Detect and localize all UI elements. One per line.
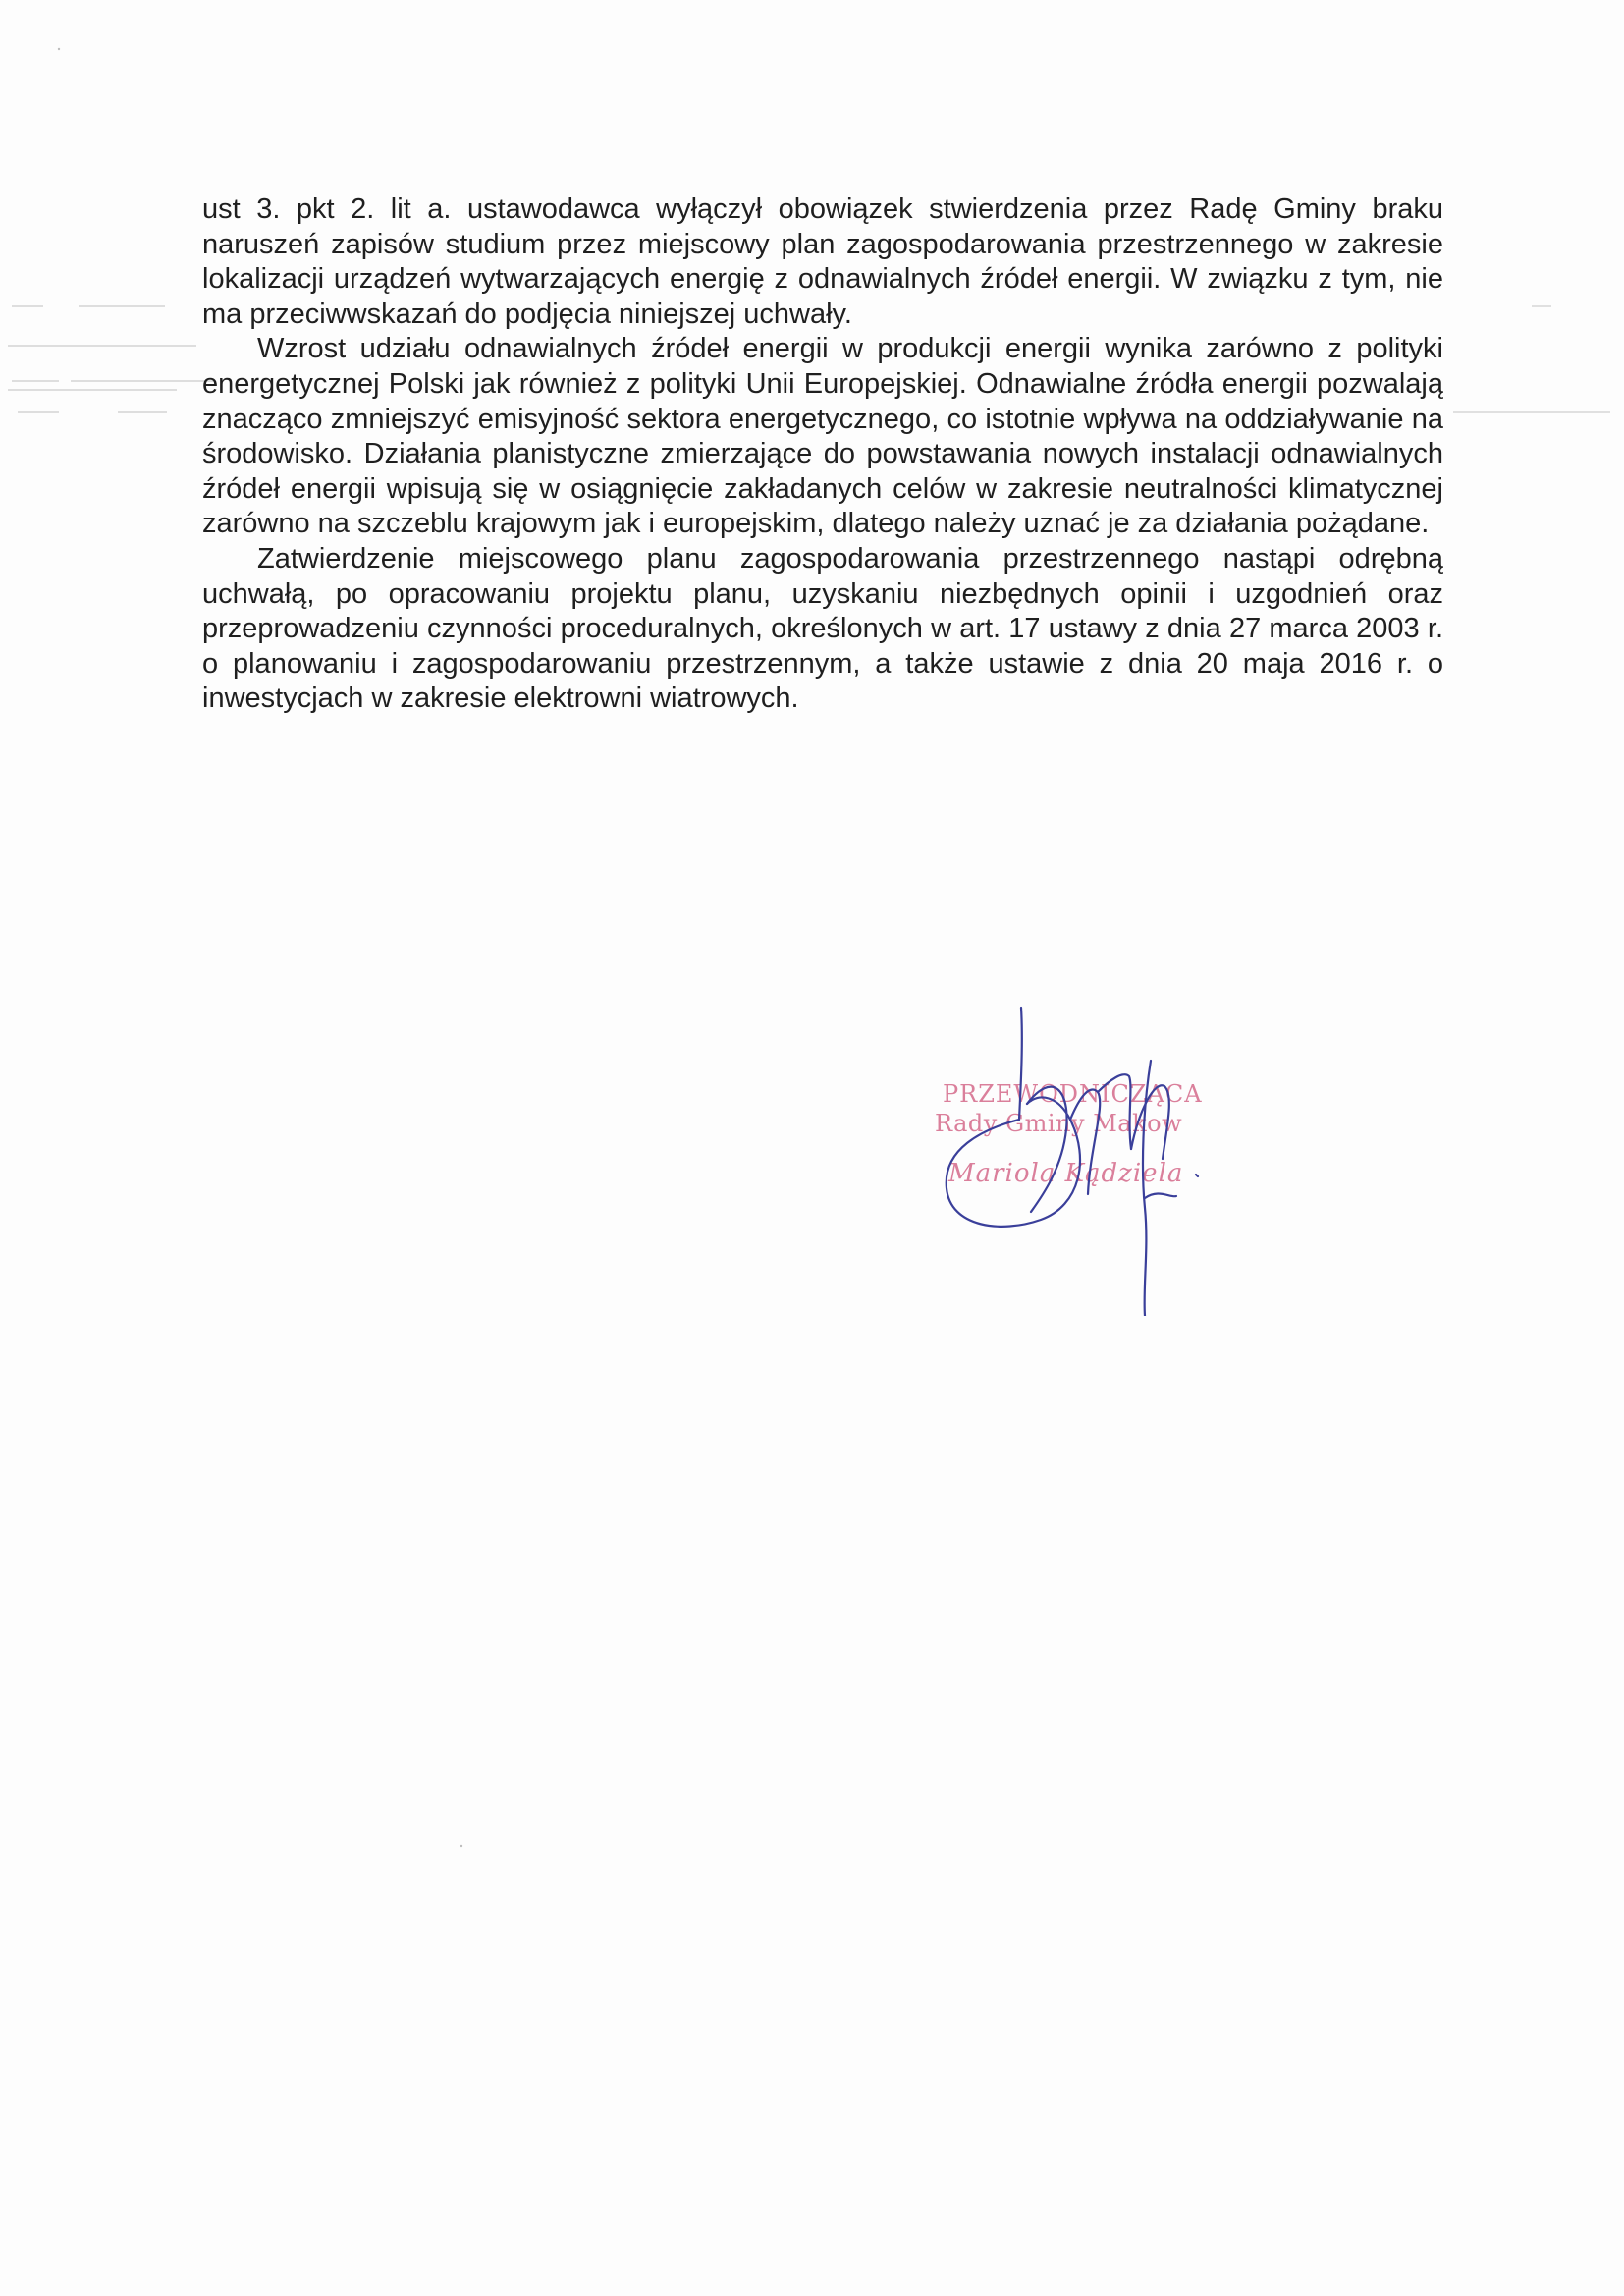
signature-block [923, 1002, 1237, 1316]
stamp-council: Rady Gminy Makow [935, 1110, 1183, 1137]
handwritten-signature [923, 1002, 1237, 1316]
stamp-title: PRZEWODNICZĄCA [943, 1080, 1203, 1108]
paragraph-2: Wzrost udziału odnawialnych źródeł energii w produkcji energii wynika zarówno z polityki energetycznej Polski jak również z polityki Unii Europejskiej. Odnawialne źródła energii pozwalają znacząco zmniejszyć emisyjność sektora energetycznego, co istotnie wpływa na oddziaływanie na środowisko. Działania planistyczne zmierzające do powstawania nowych instalacji odnawialnych źródeł energii wpisują się w osiągnięcie zakładanych celów w zakresie neutralności klimatycznej zarówno na szczeblu krajowym jak i europejskim, dlatego należy uznać je za działania pożądane. [202, 333, 1443, 540]
paragraph-1: ust 3. pkt 2. lit a. ustawodawca wyłączył obowiązek stwierdzenia przez Radę Gminy braku naruszeń zapisów studium przez miejscowy plan zagospodarowania przestrzennego w zakresie lokalizacji urządzeń wytwarzających energię z odnawialnych źródeł energii. W związku z tym, nie ma przeciwwskazań do podjęcia niniejszej uchwały. [202, 193, 1443, 330]
paragraph-3: Zatwierdzenie miejscowego planu zagospodarowania przestrzennego nastąpi odrębną uchwałą, po opracowaniu projektu planu, uzyskaniu niezbędnych opinii i uzgodnień oraz przeprowadzeniu czynności proceduralnych, określonych w art. 17 ustawy z dnia 27 marca 2003 r. o planowaniu i zagospodarowaniu przestrzennym, a także ustawie z dnia 20 maja 2016 r. o inwestycjach w zakresie elektrowni wiatrowych. [202, 542, 1443, 715]
document-body [202, 192, 1443, 717]
stamp-name: Mariola Kądziela [948, 1159, 1184, 1188]
